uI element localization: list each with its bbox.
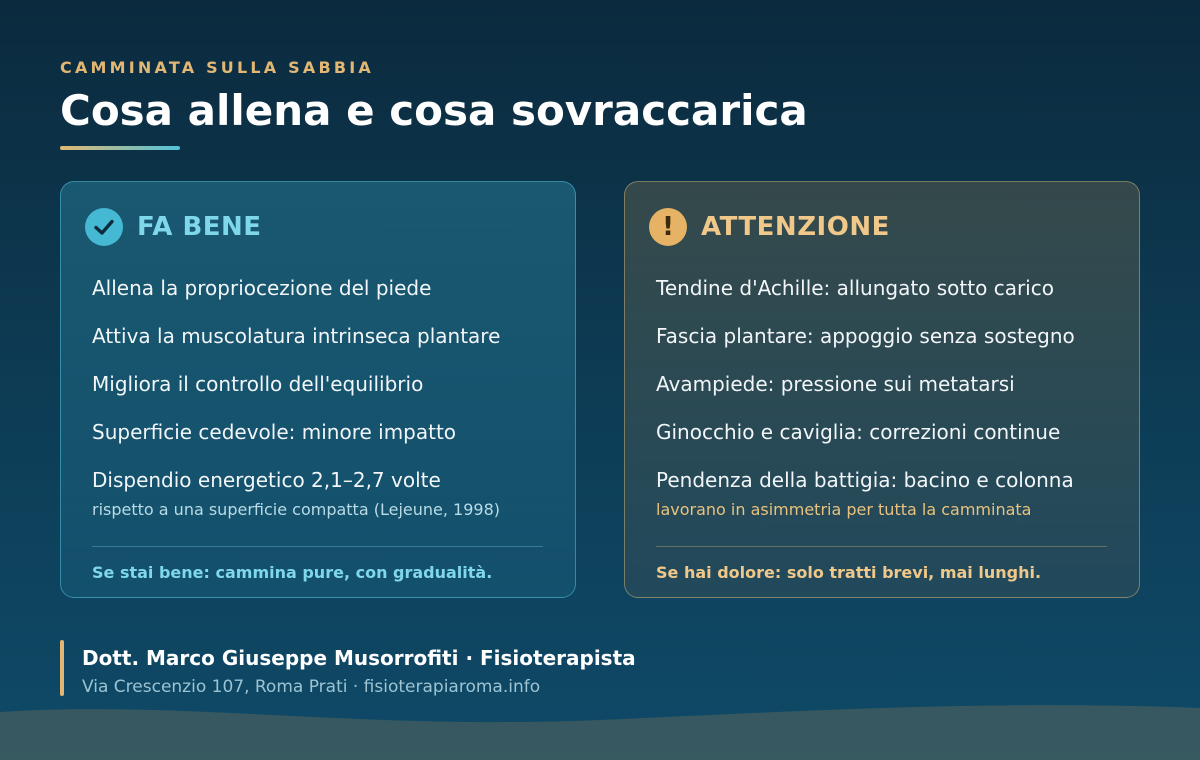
benefits-card-header [85, 208, 262, 246]
check-mark-glyph [92, 215, 116, 239]
warnings-card-title: ATTENZIONE [701, 212, 890, 242]
author-address: Via Crescenzio 107, Roma Prati · fisioterapiaroma.info [82, 677, 541, 697]
author-footer [60, 640, 636, 696]
warning-item [656, 466, 1119, 521]
page-title: Cosa allena e cosa sovraccarica [60, 86, 808, 135]
benefits-list [92, 274, 555, 521]
benefit-item [92, 466, 555, 521]
warnings-card [624, 181, 1140, 598]
kicker-label: CAMMINATA SULLA SABBIA [60, 58, 374, 77]
warnings-list [656, 274, 1119, 521]
warnings-card-header [649, 208, 890, 246]
benefit-item: Allena la propriocezione del piede [92, 276, 432, 300]
check-circle-icon [85, 208, 123, 246]
benefits-card [60, 181, 576, 598]
warnings-footer-note: Se hai dolore: solo tratti brevi, mai lunghi. [656, 563, 1042, 582]
benefit-item: Attiva la muscolatura intrinseca plantare [92, 324, 501, 348]
benefit-item: Migliora il controllo dell'equilibrio [92, 372, 424, 396]
warning-item-text: Pendenza della battigia: bacino e colonna [656, 468, 1074, 492]
author-name: Dott. Marco Giuseppe Musorrofiti · Fisioterapista [82, 646, 636, 670]
footer-accent-bar [60, 640, 64, 696]
benefit-item-text: Dispendio energetico 2,1–2,7 volte [92, 468, 441, 492]
benefit-item-note: rispetto a una superficie compatta (Lejeune, 1998) [92, 500, 500, 519]
benefits-card-title: FA BENE [137, 212, 262, 242]
benefit-item: Superficie cedevole: minore impatto [92, 420, 457, 444]
benefits-divider [92, 546, 543, 547]
warning-item-note: lavorano in asimmetria per tutta la camminata [656, 500, 1032, 519]
benefits-footer-note: Se stai bene: cammina pure, con gradualità. [92, 563, 493, 582]
warning-item: Ginocchio e caviglia: correzioni continue [656, 420, 1061, 444]
warning-item: Tendine d'Achille: allungato sotto carico [656, 276, 1054, 300]
warning-item: Avampiede: pressione sui metatarsi [656, 372, 1015, 396]
warnings-divider [656, 546, 1107, 547]
exclamation-circle-icon: ! [649, 208, 687, 246]
title-underline [60, 146, 180, 150]
warning-item: Fascia plantare: appoggio senza sostegno [656, 324, 1075, 348]
